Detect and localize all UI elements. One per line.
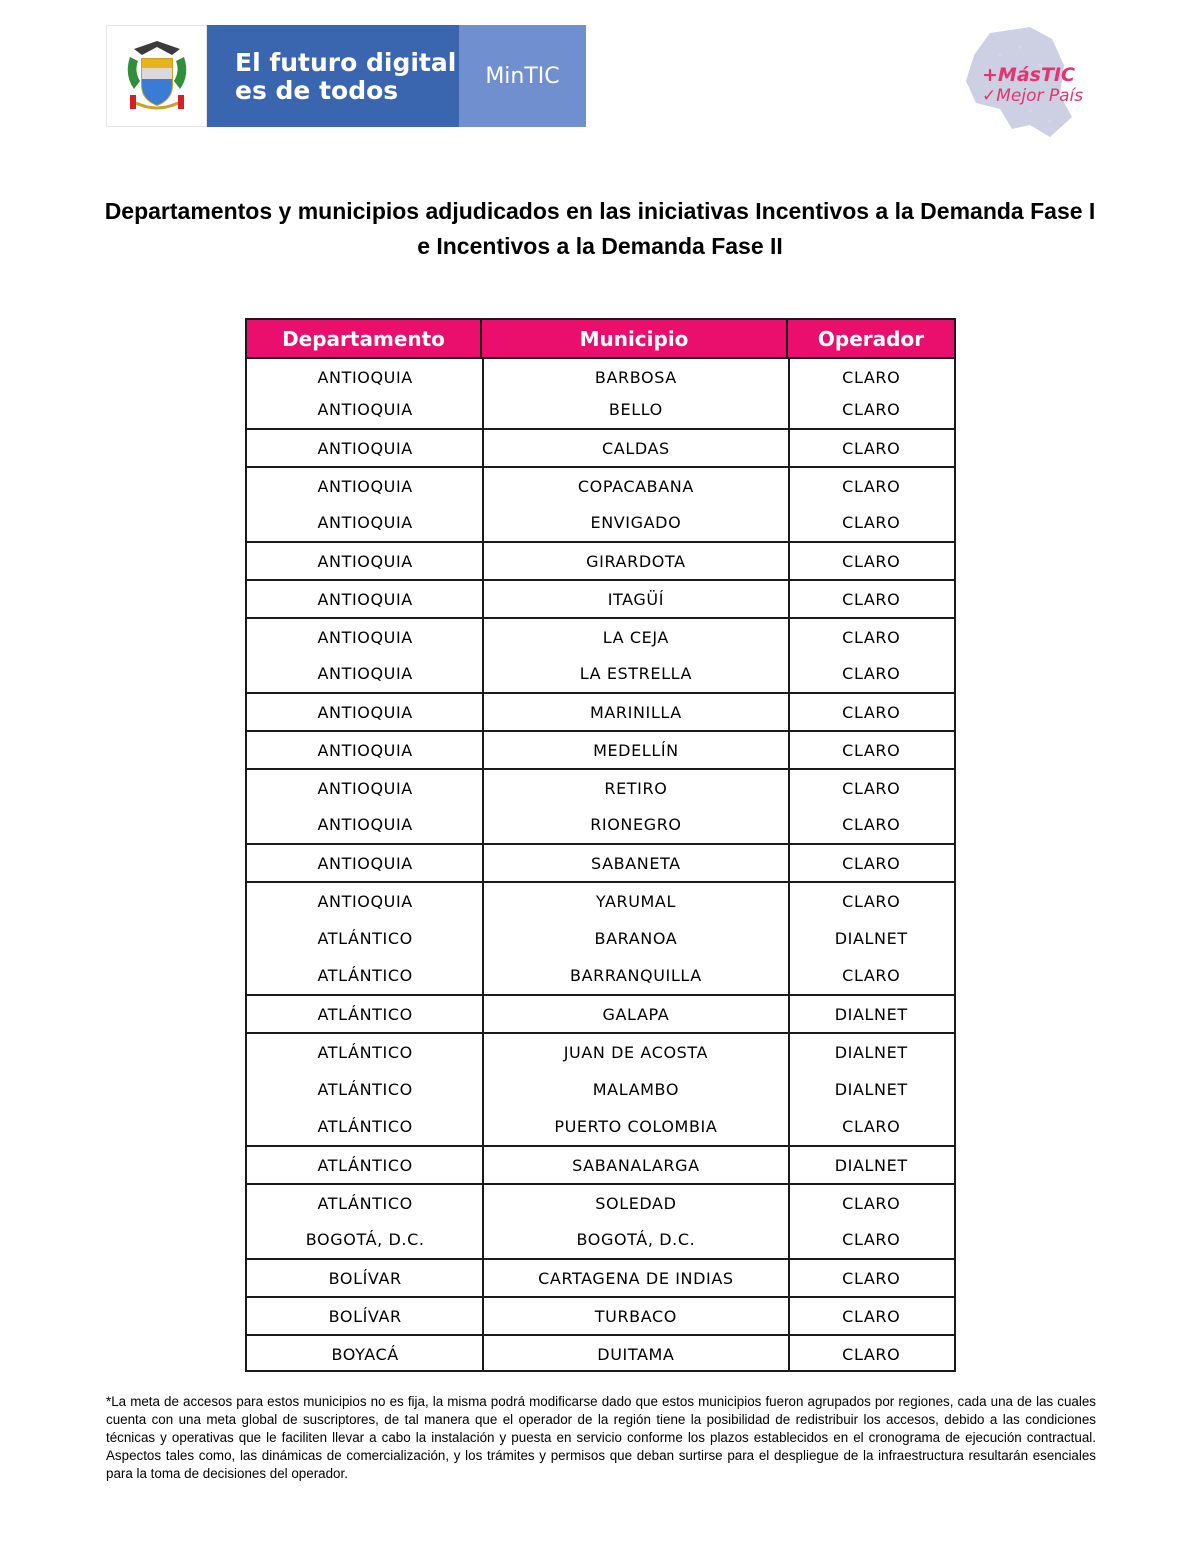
cell-operador: CLARO bbox=[842, 1345, 901, 1364]
cell-municipio: BARANOA bbox=[594, 929, 678, 948]
coat-of-arms-logo bbox=[106, 25, 207, 127]
cell-departamento: ATLÁNTICO bbox=[317, 929, 413, 948]
cell-municipio: LA CEJA bbox=[602, 628, 669, 647]
table-body bbox=[247, 359, 954, 1372]
cell-operador: DIALNET bbox=[834, 929, 908, 948]
cell-municipio: YARUMAL bbox=[595, 892, 676, 911]
cell-departamento: ANTIOQUIA bbox=[317, 513, 413, 532]
table-row bbox=[247, 655, 954, 692]
cell-departamento: ANTIOQUIA bbox=[317, 815, 413, 834]
table-row bbox=[247, 428, 954, 467]
cell-municipio: BARRANQUILLA bbox=[570, 966, 702, 985]
cell-operador: CLARO bbox=[842, 1269, 901, 1288]
cell-operador: CLARO bbox=[842, 628, 901, 647]
cell-operador: CLARO bbox=[842, 892, 901, 911]
cell-municipio: ITAGÜÍ bbox=[607, 590, 665, 609]
cell-municipio: GALAPA bbox=[602, 1005, 670, 1024]
cell-municipio: LA ESTRELLA bbox=[579, 664, 693, 683]
cell-operador: CLARO bbox=[842, 1194, 901, 1213]
column-header-municipio: Municipio bbox=[482, 320, 788, 357]
table-row bbox=[247, 617, 954, 656]
cell-operador: CLARO bbox=[842, 779, 901, 798]
cell-municipio: RETIRO bbox=[604, 779, 668, 798]
table-row bbox=[247, 1071, 954, 1108]
title-line-1: Departamentos y municipios adjudicados en las iniciativas Incentivos a la Demanda Fase I bbox=[104, 198, 1096, 224]
cell-operador: CLARO bbox=[842, 400, 901, 419]
cell-operador: DIALNET bbox=[834, 1080, 908, 1099]
table-row bbox=[247, 579, 954, 618]
cell-departamento: BOLÍVAR bbox=[328, 1269, 402, 1288]
table-row bbox=[247, 881, 954, 920]
column-header-departamento: Departamento bbox=[247, 320, 482, 357]
table-header bbox=[247, 320, 954, 359]
mintic-label: MinTIC bbox=[459, 25, 586, 127]
table-row bbox=[247, 541, 954, 580]
cell-departamento: ATLÁNTICO bbox=[317, 1005, 413, 1024]
campaign-line-1: +MásTIC bbox=[982, 64, 1075, 86]
cell-departamento: BOGOTÁ, D.C. bbox=[305, 1230, 425, 1249]
cell-municipio: GIRARDOTA bbox=[586, 552, 686, 571]
slogan-line-1: El futuro digital bbox=[235, 48, 457, 77]
cell-departamento: ANTIOQUIA bbox=[317, 741, 413, 760]
cell-operador: CLARO bbox=[842, 966, 901, 985]
table-row bbox=[247, 1108, 954, 1145]
municipalities-table bbox=[245, 318, 956, 1372]
cell-departamento: BOLÍVAR bbox=[328, 1307, 402, 1326]
cell-municipio: TURBACO bbox=[594, 1307, 677, 1326]
table-row bbox=[247, 1258, 954, 1297]
cell-municipio: BELLO bbox=[608, 400, 663, 419]
cell-departamento: ANTIOQUIA bbox=[317, 892, 413, 911]
cell-departamento: ANTIOQUIA bbox=[317, 439, 413, 458]
table-row bbox=[247, 1032, 954, 1071]
table-row bbox=[247, 806, 954, 843]
cell-operador: CLARO bbox=[842, 1117, 901, 1136]
cell-operador: CLARO bbox=[842, 664, 901, 683]
table-row bbox=[247, 1183, 954, 1222]
cell-operador: CLARO bbox=[842, 552, 901, 571]
cell-departamento: ANTIOQUIA bbox=[317, 400, 413, 419]
table-row bbox=[247, 504, 954, 541]
cell-departamento: ATLÁNTICO bbox=[317, 1043, 413, 1062]
cell-operador: CLARO bbox=[842, 477, 901, 496]
cell-departamento: ANTIOQUIA bbox=[317, 628, 413, 647]
table-row bbox=[247, 1334, 954, 1373]
cell-departamento: ANTIOQUIA bbox=[317, 552, 413, 571]
cell-municipio: SABANETA bbox=[591, 854, 681, 873]
cell-departamento: ANTIOQUIA bbox=[317, 590, 413, 609]
table-row bbox=[247, 1221, 954, 1258]
footnote: *La meta de accesos para estos municipios no es fija, la misma podrá modificarse dado que estos municipios fueron agrupados por regiones, cada una de las cuales cuenta con una meta global de suscriptores, de tal manera que el operador de la región tiene la posibilidad de redistribuir los accesos, debido a las condiciones técnicas y operativas que le faciliten llevar a cabo la instalación y puesta en servicio conforme los plazos establecidos en el cronograma de ejecución contractual. Aspectos tales como, las dinámicas de comercialización, y los trámites y permisos que deban surtirse para el despliegue de la infraestructura resultarán esenciales para la toma de decisiones del operador. bbox=[106, 1394, 1096, 1481]
cell-municipio: CARTAGENA DE INDIAS bbox=[538, 1269, 734, 1288]
cell-municipio: SABANALARGA bbox=[572, 1156, 700, 1175]
cell-operador: CLARO bbox=[842, 368, 901, 387]
cell-municipio: ENVIGADO bbox=[590, 513, 682, 532]
cell-municipio: CALDAS bbox=[602, 439, 670, 458]
table-row bbox=[247, 1145, 954, 1184]
cell-municipio: PUERTO COLOMBIA bbox=[554, 1117, 718, 1136]
column-header-operador: Operador bbox=[817, 326, 925, 351]
campaign-line-2: ✓Mejor País bbox=[982, 86, 1084, 106]
cell-municipio: MALAMBO bbox=[592, 1080, 680, 1099]
title-line-2: e Incentivos a la Demanda Fase II bbox=[417, 233, 783, 259]
cell-departamento: ATLÁNTICO bbox=[317, 1194, 413, 1213]
table-row bbox=[247, 768, 954, 807]
cell-departamento: ANTIOQUIA bbox=[317, 664, 413, 683]
mastic-campaign-logo bbox=[960, 25, 1100, 140]
cell-operador: DIALNET bbox=[834, 1005, 908, 1024]
cell-departamento: ATLÁNTICO bbox=[317, 1156, 413, 1175]
cell-operador: DIALNET bbox=[834, 1156, 908, 1175]
cell-municipio: JUAN DE ACOSTA bbox=[563, 1043, 709, 1062]
cell-departamento: BOYACÁ bbox=[331, 1345, 399, 1364]
cell-operador: DIALNET bbox=[834, 1043, 908, 1062]
cell-departamento: ANTIOQUIA bbox=[317, 779, 413, 798]
cell-municipio: BARBOSA bbox=[594, 368, 677, 387]
table-row bbox=[247, 994, 954, 1033]
cell-operador: CLARO bbox=[842, 815, 901, 834]
table-row bbox=[247, 843, 954, 882]
cell-departamento: ANTIOQUIA bbox=[317, 368, 413, 387]
cell-operador: CLARO bbox=[842, 854, 901, 873]
cell-municipio: DUITAMA bbox=[597, 1345, 675, 1364]
cell-departamento: ATLÁNTICO bbox=[317, 1080, 413, 1099]
cell-municipio: MARINILLA bbox=[589, 703, 682, 722]
cell-operador: CLARO bbox=[842, 741, 901, 760]
slogan bbox=[207, 25, 459, 127]
government-banner bbox=[106, 25, 586, 127]
cell-departamento: ANTIOQUIA bbox=[317, 477, 413, 496]
cell-operador: CLARO bbox=[842, 439, 901, 458]
table-row bbox=[247, 957, 954, 994]
table-row bbox=[247, 391, 954, 428]
table-row bbox=[247, 1296, 954, 1335]
coat-of-arms-icon bbox=[122, 37, 192, 115]
page-title bbox=[100, 194, 1100, 264]
table-row bbox=[247, 692, 954, 731]
cell-operador: CLARO bbox=[842, 590, 901, 609]
table-row bbox=[247, 466, 954, 505]
cell-operador: CLARO bbox=[842, 1307, 901, 1326]
table-row bbox=[247, 730, 954, 769]
cell-operador: CLARO bbox=[842, 1230, 901, 1249]
cell-municipio: BOGOTÁ, D.C. bbox=[576, 1230, 696, 1249]
cell-departamento: ATLÁNTICO bbox=[317, 966, 413, 985]
cell-municipio: SOLEDAD bbox=[595, 1194, 677, 1213]
cell-operador: CLARO bbox=[842, 703, 901, 722]
table-row bbox=[247, 920, 954, 957]
cell-municipio: MEDELLÍN bbox=[593, 741, 679, 760]
cell-departamento: ANTIOQUIA bbox=[317, 703, 413, 722]
cell-departamento: ANTIOQUIA bbox=[317, 854, 413, 873]
cell-municipio: COPACABANA bbox=[577, 477, 694, 496]
cell-operador: CLARO bbox=[842, 513, 901, 532]
slogan-line-2: es de todos bbox=[235, 76, 399, 105]
cell-departamento: ATLÁNTICO bbox=[317, 1117, 413, 1136]
cell-municipio: RIONEGRO bbox=[590, 815, 682, 834]
